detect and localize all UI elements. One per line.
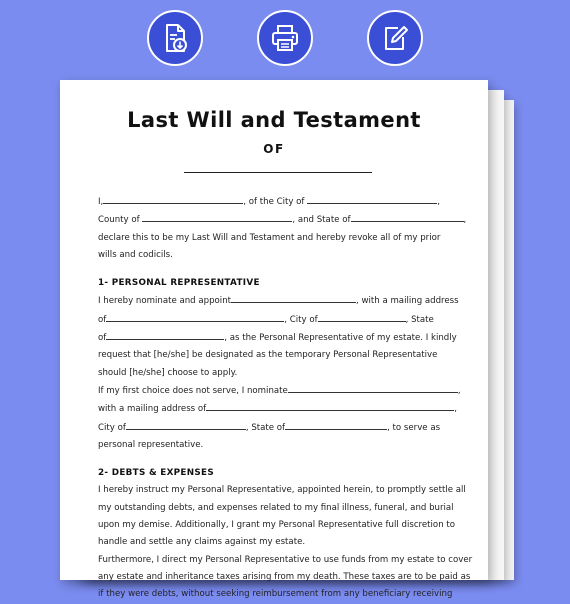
edit-document-icon[interactable] (367, 10, 423, 66)
document-download-icon[interactable] (147, 10, 203, 66)
representative-city-field[interactable] (318, 311, 406, 322)
section-text: my outstanding debts, and expenses related to my final illness, funeral, and burial (98, 502, 454, 513)
section-text: I hereby instruct my Personal Representative, appointed herein, to promptly settle all (98, 485, 466, 496)
testator-name-field[interactable] (103, 193, 243, 204)
section-text: request that [he/she] be designated as the temporary Personal Representative (98, 350, 438, 361)
intro-text: declare this to be my Last Will and Testament and hereby revoke all of my prior (98, 232, 441, 243)
document-title: Last Will and Testament (127, 108, 421, 132)
city-field[interactable] (307, 193, 437, 204)
section-text: personal representative. (98, 439, 204, 450)
document-download-glyph (158, 21, 192, 55)
representative-state-field[interactable] (106, 329, 224, 340)
document-subtitle: OF (263, 142, 285, 156)
state-field[interactable] (351, 211, 464, 222)
printer-glyph (268, 21, 302, 55)
section-text: if they were debts, without seeking reimbursement from any beneficiary receiving (98, 589, 453, 600)
document-page (60, 80, 488, 600)
alternate-city-field[interactable] (126, 419, 246, 430)
name-blank-line[interactable] (184, 172, 372, 173)
representative-name-field[interactable] (231, 292, 356, 303)
section-text: handle and settle any claims against my estate. (98, 537, 306, 548)
section-heading: 1- PERSONAL REPRESENTATIVE (98, 278, 260, 289)
alternate-state-field[interactable] (285, 419, 387, 430)
alternate-address-field[interactable] (206, 400, 454, 411)
section-text: any estate and inheritance taxes arising from my death. These taxes are to be paid as (98, 571, 471, 582)
alternate-name-field[interactable] (288, 382, 458, 393)
section-text: should [he/she] choose to apply. (98, 367, 238, 378)
printer-icon[interactable] (257, 10, 313, 66)
representative-address-field[interactable] (106, 311, 284, 322)
section-text: upon my demise. Additionally, I grant my Personal Representative full discretion to (98, 520, 455, 531)
intro-text: wills and codicils. (98, 249, 173, 260)
section-heading: 2- DEBTS & EXPENSES (98, 468, 214, 479)
section-text: Furthermore, I direct my Personal Representative to use funds from my estate to cover (98, 554, 473, 565)
edit-document-glyph (378, 21, 412, 55)
county-field[interactable] (142, 211, 292, 222)
document-body: I, , of the City of , County of , and State of , declare this to be my Last Will and Testament and hereby revoke all of my prior wills and codicils. 1- PERSONAL REPRESENTATIVE I hereby nominate and appoint , with a mailing address of , City of , State of , as the Personal Representative of my estate. I kindly request that [he/she] be designated as the temporary Personal Representative should [he/she] choose to apply. If my first choice does not serve, I nominate , with a mailing address of , City of , State of , to serve as personal representative. 2- DEBTS & EXPENSES I hereby instruct my Personal Representative, appointed herein, to promptly settle all my outstanding debts, and expenses related to my final illness, funeral, and burial upon my demise. Additionally, I grant my Personal Representative full discretion to handle and settle any claims against my estate. Furthermore, I direct my Personal Representative to use funds from my estate to cover any estate and inheritance taxes arising from my death. These taxes are to be paid as if they were debts, without seeking reimbursement from any beneficiary receiving (98, 193, 458, 604)
